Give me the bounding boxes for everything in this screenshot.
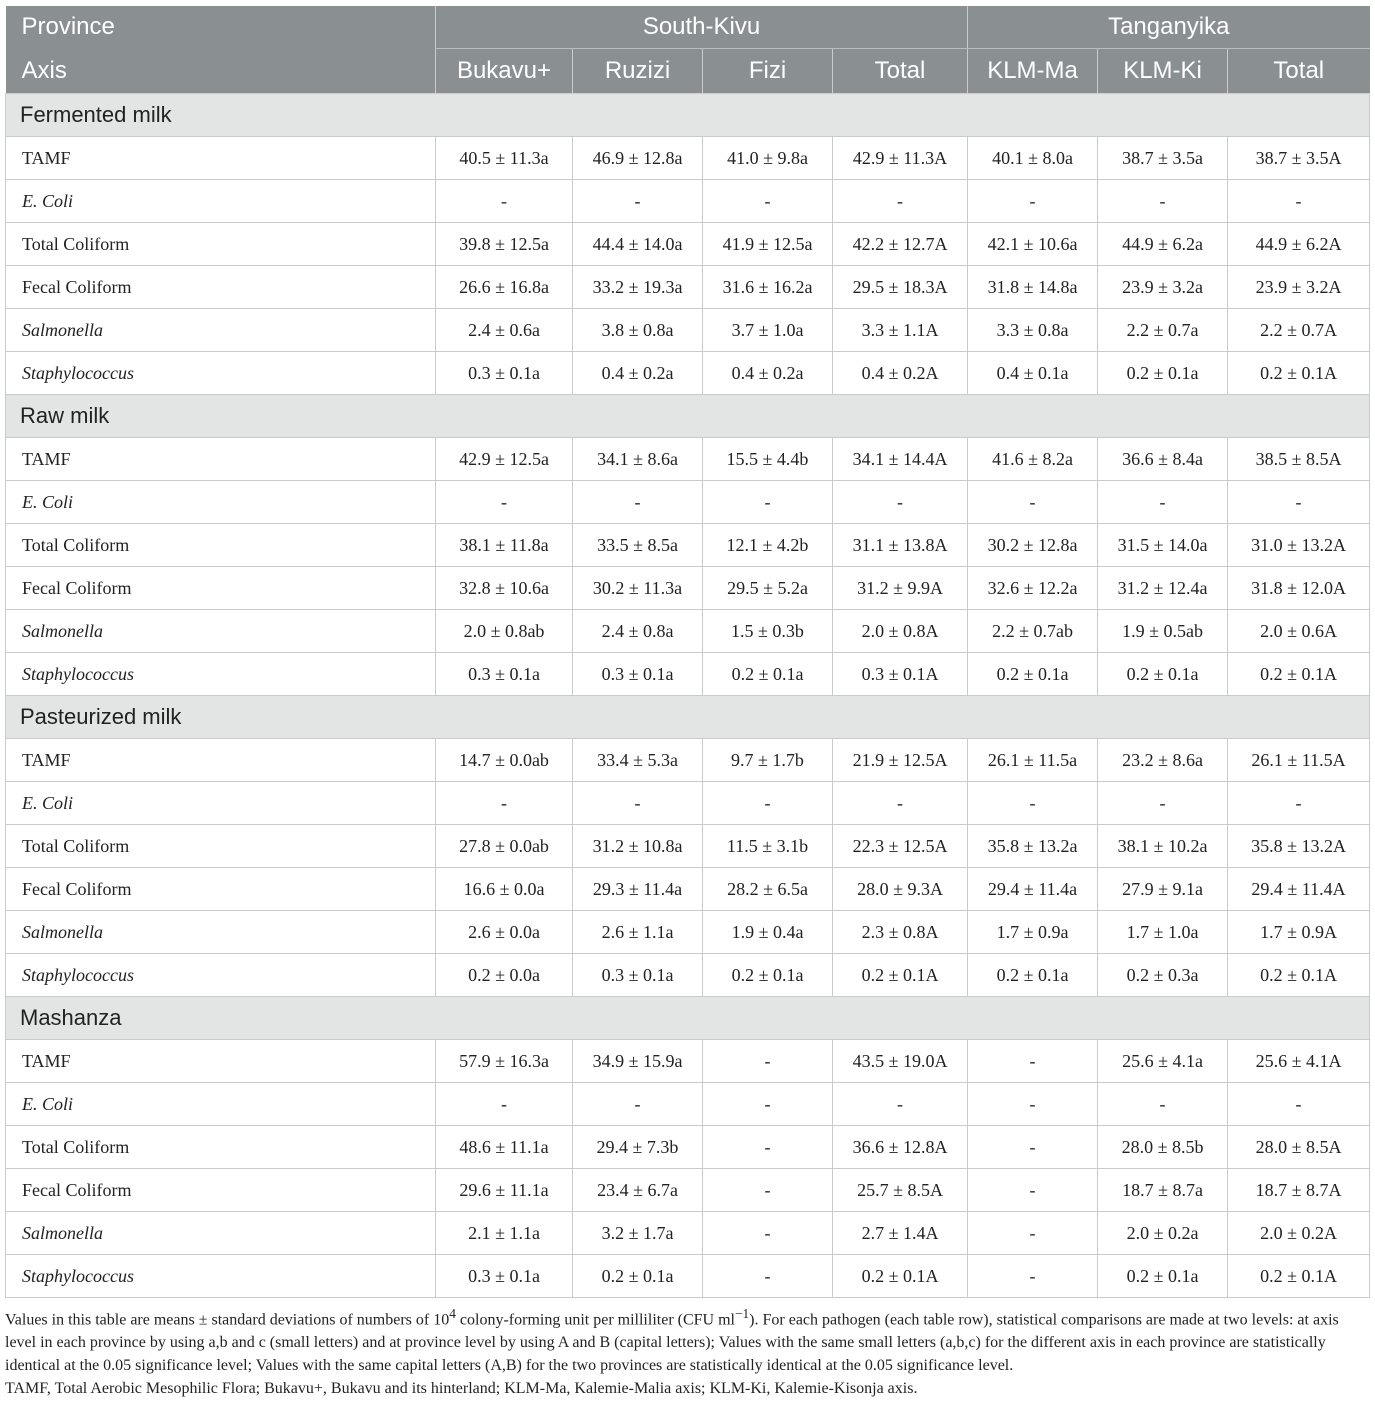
footnote-values: Values in this table are means ± standard deviations of numbers of $10^4$ colony-forming unit per milliliter (CFU $ml^{-1}$). For each pathogen (each table row), statistical comparisons are made at two levels: at axis level in each province by using a,b and c (small letters) and at province level by using A and B (capital letters); Values with the same small letters (a,b,c) for the different axis in each province are statistically identical at the 0.05 significance level; Values with the same capital letters (A,B) for the two provinces are statistically identical at the 0.05 significance level. <box>5 1306 1339 1375</box>
table-row <box>6 266 1370 309</box>
table-cell: 1.9 ± 0.4a <box>703 911 833 954</box>
table-cell: 2.0 ± 0.8A <box>833 610 968 653</box>
table-cell: 34.1 ± 8.6a <box>573 438 703 481</box>
table-cell: 42.2 ± 12.7A <box>833 223 968 266</box>
table-cell: 18.7 ± 8.7A <box>1228 1169 1370 1212</box>
table-cell: 2.2 ± 0.7ab <box>968 610 1098 653</box>
table-cell: 38.7 ± 3.5a <box>1098 137 1228 180</box>
group-header-tanganyika: Tanganyika <box>968 6 1370 49</box>
table-row <box>6 653 1370 696</box>
table-cell: 32.6 ± 12.2a <box>968 567 1098 610</box>
axis-header: Axis <box>6 49 436 94</box>
section-title: Raw milk <box>6 395 1370 438</box>
row-label: Staphylococcus <box>6 954 436 997</box>
table-cell: 0.2 ± 0.1A <box>1228 352 1370 395</box>
column-header: Bukavu+ <box>436 49 573 94</box>
table-cell: 0.3 ± 0.1a <box>436 653 573 696</box>
table-cell: 31.8 ± 12.0A <box>1228 567 1370 610</box>
table-cell: 41.6 ± 8.2a <box>968 438 1098 481</box>
table-row <box>6 782 1370 825</box>
row-label: Staphylococcus <box>6 653 436 696</box>
table-cell: 0.2 ± 0.1a <box>968 954 1098 997</box>
table-cell: 0.4 ± 0.2a <box>573 352 703 395</box>
column-header: KLM-Ma <box>968 49 1098 94</box>
table-cell: 46.9 ± 12.8a <box>573 137 703 180</box>
table-row <box>6 524 1370 567</box>
table-cell: 21.9 ± 12.5A <box>833 739 968 782</box>
section-row <box>6 997 1370 1040</box>
table-cell: 41.0 ± 9.8a <box>703 137 833 180</box>
row-label: Salmonella <box>6 610 436 653</box>
table-cell: 0.3 ± 0.1a <box>573 653 703 696</box>
table-row <box>6 954 1370 997</box>
table-cell: 42.1 ± 10.6a <box>968 223 1098 266</box>
table-cell: 0.2 ± 0.1a <box>703 653 833 696</box>
table-row <box>6 481 1370 524</box>
table-cell: 0.2 ± 0.1A <box>833 1255 968 1298</box>
table-cell: 1.7 ± 0.9a <box>968 911 1098 954</box>
row-label: Fecal Coliform <box>6 266 436 309</box>
table-cell: - <box>833 481 968 524</box>
table-cell: - <box>1098 180 1228 223</box>
section-title: Pasteurized milk <box>6 696 1370 739</box>
table-cell: 2.0 ± 0.6A <box>1228 610 1370 653</box>
table-cell: 28.0 ± 8.5A <box>1228 1126 1370 1169</box>
table-row <box>6 223 1370 266</box>
table-cell: 27.9 ± 9.1a <box>1098 868 1228 911</box>
column-header: Total <box>1228 49 1370 94</box>
table-cell: 31.2 ± 10.8a <box>573 825 703 868</box>
table-cell: - <box>968 1169 1098 1212</box>
table-cell: - <box>573 180 703 223</box>
table-cell: 23.2 ± 8.6a <box>1098 739 1228 782</box>
table-cell: 2.0 ± 0.2A <box>1228 1212 1370 1255</box>
table-cell: 12.1 ± 4.2b <box>703 524 833 567</box>
table-cell: - <box>968 1083 1098 1126</box>
table-cell: 25.6 ± 4.1a <box>1098 1040 1228 1083</box>
row-label: Total Coliform <box>6 524 436 567</box>
table-cell: - <box>968 1255 1098 1298</box>
table-cell: 25.6 ± 4.1A <box>1228 1040 1370 1083</box>
table-cell: 26.1 ± 11.5A <box>1228 739 1370 782</box>
row-label: Salmonella <box>6 1212 436 1255</box>
table-cell: 0.2 ± 0.0a <box>436 954 573 997</box>
section-row <box>6 696 1370 739</box>
table-cell: 2.1 ± 1.1a <box>436 1212 573 1255</box>
table-cell: 40.5 ± 11.3a <box>436 137 573 180</box>
table-cell: - <box>573 782 703 825</box>
table-cell: 48.6 ± 11.1a <box>436 1126 573 1169</box>
table-cell: 35.8 ± 13.2a <box>968 825 1098 868</box>
table-cell: 0.2 ± 0.1a <box>703 954 833 997</box>
province-header: Province <box>6 6 436 49</box>
table-header <box>6 6 1370 94</box>
table-cell: 0.3 ± 0.1a <box>436 1255 573 1298</box>
data-table <box>5 6 1370 1298</box>
table-cell: - <box>833 180 968 223</box>
table-container <box>5 6 1369 1298</box>
table-cell: 31.2 ± 12.4a <box>1098 567 1228 610</box>
table-cell: 16.6 ± 0.0a <box>436 868 573 911</box>
table-cell: 0.4 ± 0.2a <box>703 352 833 395</box>
table-cell: 0.2 ± 0.1A <box>1228 954 1370 997</box>
table-row <box>6 1040 1370 1083</box>
table-cell: 28.2 ± 6.5a <box>703 868 833 911</box>
row-label: Fecal Coliform <box>6 868 436 911</box>
table-cell: - <box>703 180 833 223</box>
table-cell: - <box>703 481 833 524</box>
table-row <box>6 610 1370 653</box>
table-cell: 32.8 ± 10.6a <box>436 567 573 610</box>
table-cell: 31.5 ± 14.0a <box>1098 524 1228 567</box>
table-cell: 2.4 ± 0.8a <box>573 610 703 653</box>
table-cell: 38.7 ± 3.5A <box>1228 137 1370 180</box>
table-cell: 42.9 ± 11.3A <box>833 137 968 180</box>
table-cell: 23.9 ± 3.2a <box>1098 266 1228 309</box>
footnote-abbreviations: TAMF, Total Aerobic Mesophilic Flora; Bukavu+, Bukavu and its hinterland; KLM-Ma, Kalemie-Malia axis; KLM-Ki, Kalemie-Kisonja axis. <box>5 1380 918 1398</box>
table-cell: 35.8 ± 13.2A <box>1228 825 1370 868</box>
table-cell: 31.6 ± 16.2a <box>703 266 833 309</box>
table-cell: - <box>436 180 573 223</box>
table-cell: 44.9 ± 6.2A <box>1228 223 1370 266</box>
table-row <box>6 137 1370 180</box>
table-cell: 0.4 ± 0.1a <box>968 352 1098 395</box>
table-cell: - <box>968 1212 1098 1255</box>
table-cell: 29.5 ± 18.3A <box>833 266 968 309</box>
table-cell: - <box>968 481 1098 524</box>
table-cell: 38.1 ± 11.8a <box>436 524 573 567</box>
table-cell: - <box>573 1083 703 1126</box>
table-row <box>6 309 1370 352</box>
table-cell: 31.0 ± 13.2A <box>1228 524 1370 567</box>
column-header: Ruzizi <box>573 49 703 94</box>
table-cell: 26.1 ± 11.5a <box>968 739 1098 782</box>
table-cell: 29.6 ± 11.1a <box>436 1169 573 1212</box>
table-cell: 15.5 ± 4.4b <box>703 438 833 481</box>
table-cell: 44.4 ± 14.0a <box>573 223 703 266</box>
table-cell: - <box>1098 782 1228 825</box>
table-cell: 28.0 ± 9.3A <box>833 868 968 911</box>
table-cell: - <box>436 1083 573 1126</box>
row-label: E. Coli <box>6 481 436 524</box>
row-label: Salmonella <box>6 911 436 954</box>
row-label: TAMF <box>6 438 436 481</box>
table-cell: 2.4 ± 0.6a <box>436 309 573 352</box>
table-row <box>6 1255 1370 1298</box>
table-row <box>6 1212 1370 1255</box>
table-cell: 30.2 ± 11.3a <box>573 567 703 610</box>
table-body <box>6 94 1370 1298</box>
table-cell: 44.9 ± 6.2a <box>1098 223 1228 266</box>
table-cell: 2.6 ± 1.1a <box>573 911 703 954</box>
table-cell: 1.9 ± 0.5ab <box>1098 610 1228 653</box>
table-cell: 0.2 ± 0.3a <box>1098 954 1228 997</box>
table-cell: - <box>703 1169 833 1212</box>
table-cell: 36.6 ± 8.4a <box>1098 438 1228 481</box>
table-cell: 34.9 ± 15.9a <box>573 1040 703 1083</box>
table-row <box>6 825 1370 868</box>
row-label: E. Coli <box>6 782 436 825</box>
table-cell: - <box>1098 1083 1228 1126</box>
table-cell: 29.3 ± 11.4a <box>573 868 703 911</box>
table-cell: 23.4 ± 6.7a <box>573 1169 703 1212</box>
table-cell: 2.3 ± 0.8A <box>833 911 968 954</box>
table-cell: 38.1 ± 10.2a <box>1098 825 1228 868</box>
table-cell: 42.9 ± 12.5a <box>436 438 573 481</box>
section-row <box>6 94 1370 137</box>
table-cell: 18.7 ± 8.7a <box>1098 1169 1228 1212</box>
table-cell: - <box>968 180 1098 223</box>
table-cell: - <box>703 1040 833 1083</box>
table-row <box>6 567 1370 610</box>
table-cell: 0.2 ± 0.1A <box>1228 1255 1370 1298</box>
table-cell: 40.1 ± 8.0a <box>968 137 1098 180</box>
row-label: TAMF <box>6 1040 436 1083</box>
table-cell: 39.8 ± 12.5a <box>436 223 573 266</box>
table-row <box>6 180 1370 223</box>
table-cell: - <box>1228 481 1370 524</box>
table-cell: 36.6 ± 12.8A <box>833 1126 968 1169</box>
table-cell: 0.2 ± 0.1A <box>1228 653 1370 696</box>
table-cell: 3.3 ± 0.8a <box>968 309 1098 352</box>
row-label: Staphylococcus <box>6 352 436 395</box>
table-row <box>6 1126 1370 1169</box>
column-header: Total <box>833 49 968 94</box>
table-row <box>6 868 1370 911</box>
table-row <box>6 911 1370 954</box>
group-header-south-kivu: South-Kivu <box>436 6 968 49</box>
table-cell: 2.2 ± 0.7A <box>1228 309 1370 352</box>
table-cell: - <box>968 782 1098 825</box>
table-cell: - <box>436 782 573 825</box>
row-label: TAMF <box>6 137 436 180</box>
table-cell: 29.4 ± 11.4A <box>1228 868 1370 911</box>
table-cell: 2.7 ± 1.4A <box>833 1212 968 1255</box>
table-cell: 31.2 ± 9.9A <box>833 567 968 610</box>
table-cell: 31.8 ± 14.8a <box>968 266 1098 309</box>
table-cell: 2.6 ± 0.0a <box>436 911 573 954</box>
table-cell: 3.8 ± 0.8a <box>573 309 703 352</box>
table-row <box>6 352 1370 395</box>
table-cell: - <box>1228 180 1370 223</box>
table-cell: - <box>1098 481 1228 524</box>
section-title: Fermented milk <box>6 94 1370 137</box>
table-cell: 23.9 ± 3.2A <box>1228 266 1370 309</box>
table-cell: 29.5 ± 5.2a <box>703 567 833 610</box>
table-cell: 27.8 ± 0.0ab <box>436 825 573 868</box>
table-cell: 9.7 ± 1.7b <box>703 739 833 782</box>
table-cell: - <box>703 1212 833 1255</box>
table-cell: 2.0 ± 0.2a <box>1098 1212 1228 1255</box>
column-header: KLM-Ki <box>1098 49 1228 94</box>
row-label: Salmonella <box>6 309 436 352</box>
table-cell: - <box>703 1083 833 1126</box>
table-cell: 0.2 ± 0.1a <box>1098 1255 1228 1298</box>
table-cell: - <box>573 481 703 524</box>
table-cell: 0.2 ± 0.1a <box>968 653 1098 696</box>
table-cell: 1.5 ± 0.3b <box>703 610 833 653</box>
table-cell: 28.0 ± 8.5b <box>1098 1126 1228 1169</box>
table-cell: - <box>833 1083 968 1126</box>
table-cell: 33.2 ± 19.3a <box>573 266 703 309</box>
table-cell: 14.7 ± 0.0ab <box>436 739 573 782</box>
table-cell: 22.3 ± 12.5A <box>833 825 968 868</box>
table-cell: 57.9 ± 16.3a <box>436 1040 573 1083</box>
table-cell: 31.1 ± 13.8A <box>833 524 968 567</box>
table-row <box>6 438 1370 481</box>
table-cell: 0.2 ± 0.1a <box>1098 352 1228 395</box>
table-cell: - <box>1228 1083 1370 1126</box>
table-cell: 0.2 ± 0.1a <box>573 1255 703 1298</box>
table-cell: - <box>703 782 833 825</box>
table-cell: - <box>968 1040 1098 1083</box>
table-cell: 0.2 ± 0.1A <box>833 954 968 997</box>
table-row <box>6 1083 1370 1126</box>
table-cell: 29.4 ± 7.3b <box>573 1126 703 1169</box>
table-cell: - <box>703 1126 833 1169</box>
table-cell: 1.7 ± 0.9A <box>1228 911 1370 954</box>
table-cell: 0.2 ± 0.1a <box>1098 653 1228 696</box>
row-label: TAMF <box>6 739 436 782</box>
table-cell: 0.4 ± 0.2A <box>833 352 968 395</box>
table-cell: 26.6 ± 16.8a <box>436 266 573 309</box>
row-label: Staphylococcus <box>6 1255 436 1298</box>
table-cell: 41.9 ± 12.5a <box>703 223 833 266</box>
section-row <box>6 395 1370 438</box>
table-cell: 38.5 ± 8.5A <box>1228 438 1370 481</box>
table-cell: 2.0 ± 0.8ab <box>436 610 573 653</box>
table-cell: 2.2 ± 0.7a <box>1098 309 1228 352</box>
table-cell: - <box>1228 782 1370 825</box>
row-label: Fecal Coliform <box>6 567 436 610</box>
table-cell: 29.4 ± 11.4a <box>968 868 1098 911</box>
table-cell: 11.5 ± 3.1b <box>703 825 833 868</box>
table-cell: 0.3 ± 0.1a <box>436 352 573 395</box>
table-cell: 3.7 ± 1.0a <box>703 309 833 352</box>
row-label: E. Coli <box>6 180 436 223</box>
table-row <box>6 739 1370 782</box>
table-cell: 25.7 ± 8.5A <box>833 1169 968 1212</box>
row-label: Total Coliform <box>6 1126 436 1169</box>
table-cell: 43.5 ± 19.0A <box>833 1040 968 1083</box>
table-cell: 30.2 ± 12.8a <box>968 524 1098 567</box>
table-cell: 0.3 ± 0.1A <box>833 653 968 696</box>
table-cell: - <box>436 481 573 524</box>
table-cell: - <box>833 782 968 825</box>
row-label: Fecal Coliform <box>6 1169 436 1212</box>
row-label: Total Coliform <box>6 223 436 266</box>
table-footnotes <box>5 1302 1369 1400</box>
table-cell: 3.2 ± 1.7a <box>573 1212 703 1255</box>
section-title: Mashanza <box>6 997 1370 1040</box>
table-cell: 1.7 ± 1.0a <box>1098 911 1228 954</box>
table-cell: 33.5 ± 8.5a <box>573 524 703 567</box>
column-header: Fizi <box>703 49 833 94</box>
table-cell: 3.3 ± 1.1A <box>833 309 968 352</box>
row-label: E. Coli <box>6 1083 436 1126</box>
row-label: Total Coliform <box>6 825 436 868</box>
table-cell: 33.4 ± 5.3a <box>573 739 703 782</box>
table-row <box>6 1169 1370 1212</box>
table-cell: - <box>968 1126 1098 1169</box>
table-cell: - <box>703 1255 833 1298</box>
table-cell: 0.3 ± 0.1a <box>573 954 703 997</box>
table-cell: 34.1 ± 14.4A <box>833 438 968 481</box>
